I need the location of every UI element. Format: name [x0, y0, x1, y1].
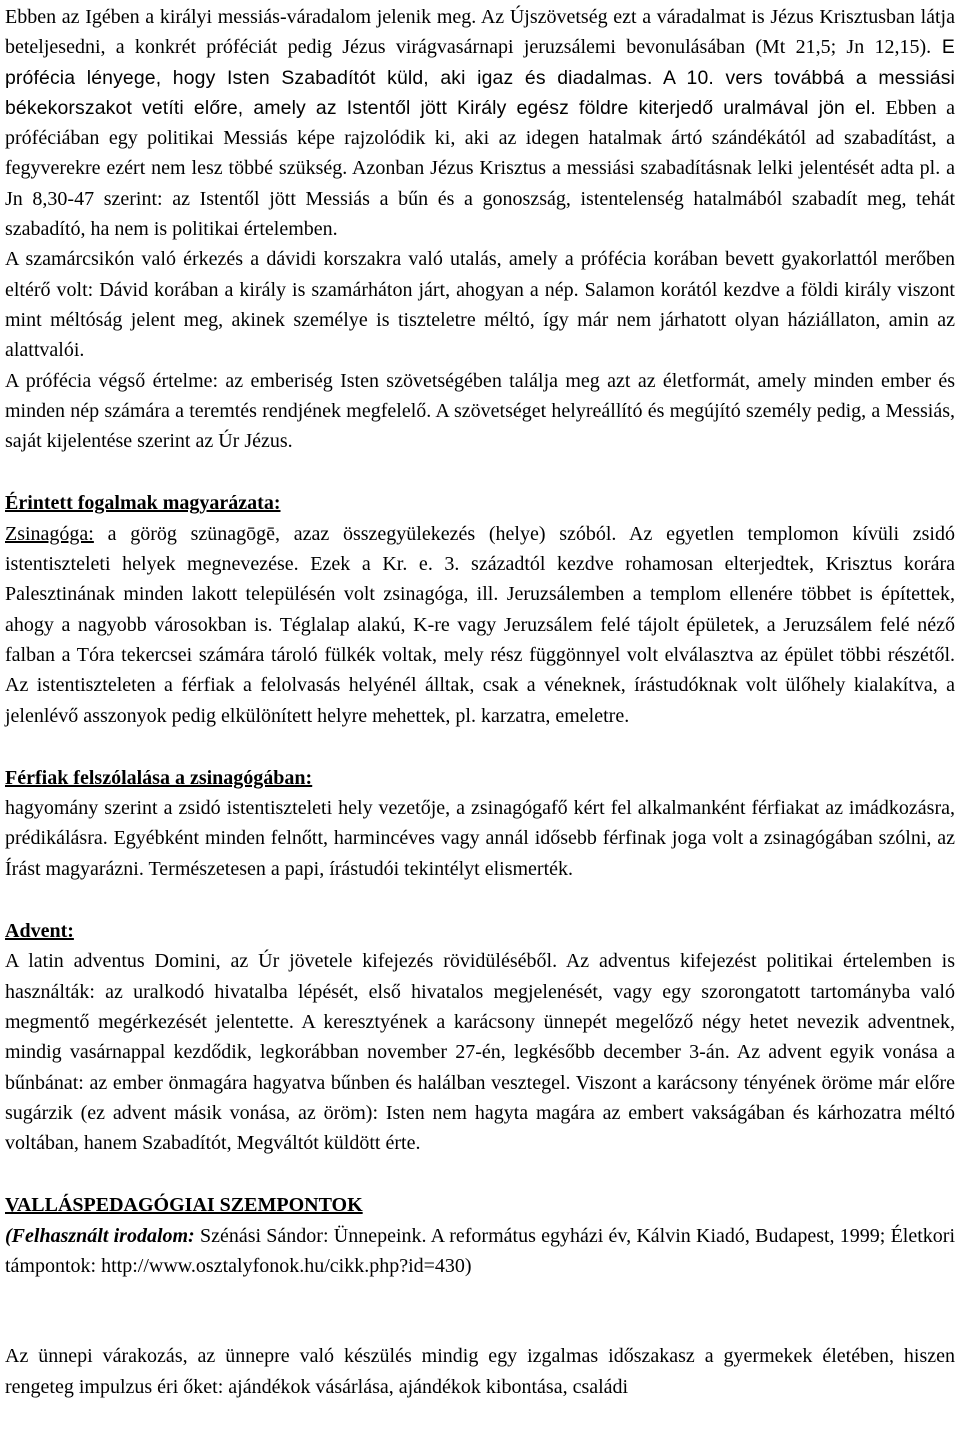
document-page: [5, 2, 955, 1402]
spacer: [5, 1158, 955, 1190]
advent-text: A latin adventus Domini, az Úr jövetele kifejezés rövidüléséből. Az adventus kifejezést politikai értelemben is használták: az uralkodó hivatalba lépését, első hivatalos megjelenését, vagy egy szorongatott tartományba való megmentő megérkezését jelentette. A keresztyének a karácsony ünnepét megelőző négy hetet nevezik adventnek, mindig vasárnappal kezdődik, legkorábban november 27-én, legkésőbb december 3-án. Az advent egyik vonása a bűnbánat: az ember önmagára hagyatva bűnben és halálban vesztegel. Viszont a karácsony tényének öröme már előre sugárzik (ez advent másik vonása, az öröm): Isten nem hagyta magára az embert vakságában és kárhozatra méltó voltában, hanem Szabadítót, Megváltót küldött érte.: [5, 950, 955, 1155]
paragraph-1-part-a: Ebben az Igében a királyi messiás-váradalom jelenik meg. Az Újszövetség ezt a váradalmat is Jézus Krisztusban látja beteljesedni, a konkrét próféciát pedig Jézus virágvasárnapi jeruzsálemi bevonulásában (Mt 21,5; Jn 12,15).: [5, 6, 955, 59]
paragraph-donkey-arrival: A szamárcsikón való érkezés a dávidi korszakra való utalás, amely a prófécia korában bevett gyakorlattól merőben eltérő volt: Dávid korában a király is szamárháton járt, ahogyan a nép. Salamon korától kezdve a földi király viszont mint méltóság jelent meg, akinek személye is tiszteletre méltó, így már nem járhatott olyan háziállaton, amin az alattvalói.: [5, 248, 955, 362]
literature-label: Felhasznált irodalom:: [11, 1224, 195, 1247]
synagogue-definition: [5, 519, 955, 731]
spacer: [5, 1281, 955, 1341]
closing-paragraph: Az ünnepi várakozás, az ünnepre való készülés mindig egy izgalmas időszakasz a gyermekek életében, hiszen rengeteg impulzus éri őket: ajándékok vásárlása, ajándékok kibontása, családi: [5, 1345, 955, 1398]
synagogue-text: a görög szünagōgē, azaz összegyülekezés (helye) szóból. Az egyetlen templomon kívüli zsidó istentiszteleti helyek megnevezése. Ezek a Kr. e. 3. századtól kezdve rohamosan elterjedtek, Krisztus korára Palesztinának minden lakott településén volt zsinagóga, ill. Jeruzsálemben a templom ellenére többet is építettek, ahogy a nagyobb városokban is. Téglalap alakú, K-re vagy Jeruzsálem felé tájolt épületek, a Jeruzsálem felé néző falban a Tóra tekercsei számára tároló fülkék voltak, mely rész függönnyel volt elválasztva az épület többi részétől. Az istentiszteleten a férfiak a felolvasás helyénél álltak, csak a véneknek, írástudóknak volt ülőhely kialakítva, a jelenlévő asszonyok pedig elkülönített helyre mehettek, pl. karzatra, emeletre.: [5, 522, 955, 727]
paragraph-1-part-c: Ebben a próféciában egy politikai Messiás képe rajzolódik ki, aki az idegen hatalmak ártó szándékától ad szabadítást, a fegyverekre ezért nem lesz többé szükség. Azonban Jézus Krisztus a messiási szabadításnak lelki jelentését adta pl. a Jn 8,30-47 szerint: az Istentől jött Messiás a bűn és a gonoszság, istentelenség hatalmából szabadít meg, tehát szabadító, ha nem is politikai értelemben.: [5, 96, 955, 241]
pedagogy-heading: VALLÁSPEDAGÓGIAI SZEMPONTOK: [5, 1194, 363, 1217]
spacer: [5, 456, 955, 488]
literature-text: Szénási Sándor: Ünnepeink. A református egyházi év, Kálvin Kiadó, Budapest, 1999; Életkori támpontok: http://www.osztalyfonok.hu/cikk.php?id=430): [5, 1224, 956, 1277]
synagogue-term: Zsinagóga:: [5, 522, 94, 545]
advent-heading: Advent:: [5, 920, 74, 943]
spacer: [5, 731, 955, 763]
paragraph-1-part-b: E prófécia lényege, hogy Isten Szabadítót küld, aki igaz és diadalmas. A 10. vers továbbá a messiási békekorszakot vetíti előre, amely az Istentől jött Király egész földre kiterjedő uralmával jön el.: [5, 36, 956, 119]
literature-open-paren: (: [5, 1224, 12, 1247]
literature-reference: [5, 1221, 955, 1282]
terms-heading: Érintett fogalmak magyarázata:: [5, 492, 281, 515]
men-section-heading: Férfiak felszólalása a zsinagógában:: [5, 766, 313, 789]
men-section-text: hagyomány szerint a zsidó istentiszteleti hely vezetője, a zsinagógafő kért fel alkalmanként férfiakat az imádkozásra, prédikálásra. Egyébként minden felnőtt, harmincéves vagy annál idősebb férfinak joga volt a zsinagógában szólni, az Írást magyarázni. Természetesen a papi, írástudói tekintélyt elismerték.: [5, 797, 955, 880]
spacer: [5, 884, 955, 916]
paragraph-prophecy-meaning: A prófécia végső értelme: az emberiség Isten szövetségében találja meg azt az életformát, amely minden ember és minden nép számára a teremtés rendjének megfelelő. A szövetséget helyreállító és megújító személy pedig, a Messiás, saját kijelentése szerint az Úr Jézus.: [5, 369, 955, 453]
paragraph-messiah-expectation: [5, 2, 955, 244]
